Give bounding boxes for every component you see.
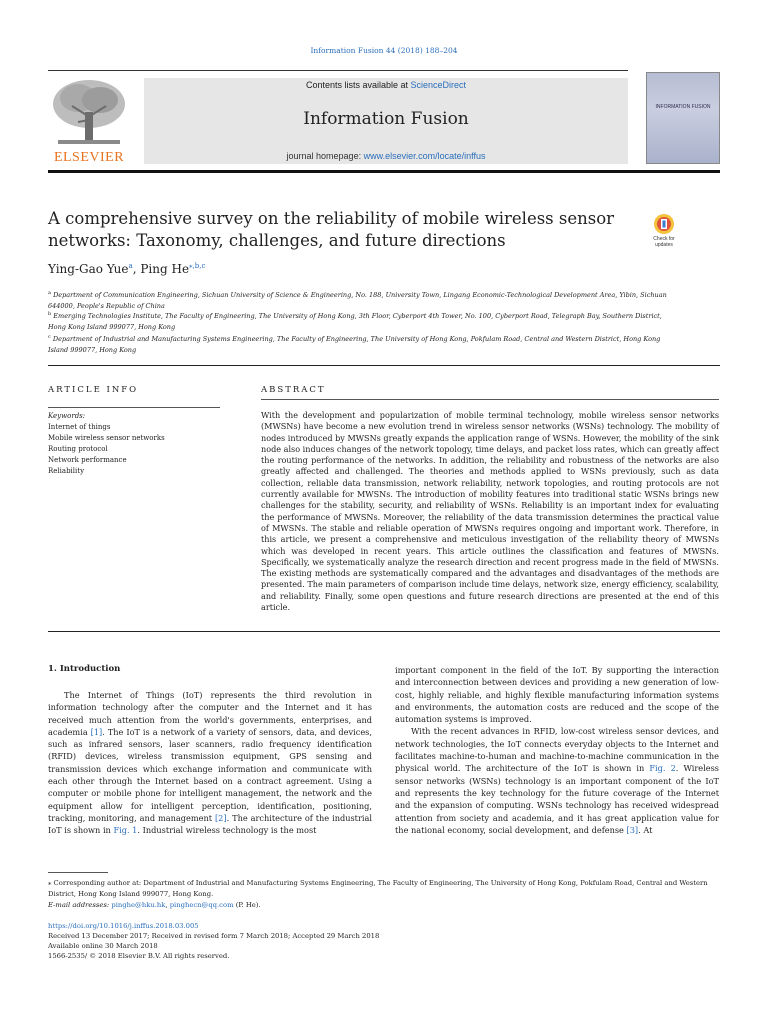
author-name[interactable]: Ping He — [140, 262, 190, 276]
check-for-updates-label[interactable]: Check for updates — [653, 236, 675, 248]
publication-info — [48, 921, 720, 961]
email-link[interactable]: pinghe@hku.hk — [111, 901, 166, 909]
abstract-bottom-rule — [48, 631, 720, 632]
article-title: A comprehensive survey on the reliability of mobile wireless sensor networks: Taxonomy, challenges, and future directions — [48, 209, 615, 250]
keyword-item: Routing protocol — [48, 445, 108, 453]
keyword-item: Internet of things — [48, 423, 111, 431]
header-rule — [48, 70, 628, 71]
abstract-text: With the development and popularization of mobile terminal technology, mobile wireless sensor networks (MWSNs) have become a new evolution trend in wireless sensor networks (WSNs) technology. The mobility of nodes introduced by MWSNs greatly expands the application range of WSNs. However, the mobility of the sink node also induces changes of the network topology, time delays, and packet loss rates, which can greatly affect the routing performance of the networks. In addition, the reliability and robustness of the networks are also greatly affected and challenged. The theories and methods applied to WSNs previously, such as data collection, reliable data transmission, network reliability, network topologies, and routing protocols are not currently available for MWSNs. The introduction of mobility features into traditional static WSNs brings new challenges for the stability, security, and reliability of WSNs. Reliability is an important index for evaluating the performance of MWSNs. Moreover, the reliability of the data transmission determines the practical value of MWSNs. The stable and reliable operation of MWSNs requires ongoing and important work. Therefore, in this article, we present a comprehensive and meticulous investigation of the reliability theory of MWSNs which was developed in recent years. This article outlines the classification and features of MWSNs. Specifically, we systematically analyze the research direction and recent progress made in the field of MWSNs. The existing methods are systematically compared and the advantages and disadvantages of the methods are presented. The main parameters of comparison include time delays, network size, energy efficiency, scalability, and reliability. Finally, some open questions and future research directions are presented at the end of this article. — [261, 410, 719, 613]
homepage-link[interactable]: www.elsevier.com/locate/inffus — [363, 151, 486, 161]
paragraph: With the recent advances in RFID, low-cost wireless sensor devices, and network technologies, the IoT connects everyday objects to the Internet and facilitates machine-to-human and machine-to-machine communication in the physical world. The architecture of the IoT is shown in Fig. 2. Wireless sensor networks (WSNs) technology is an important component of the IoT and represents the key technology for the future coverage of the Internet and the expansion of computing. WSNs technology has received widespread attention from society and academia, and it has great application value for the national economy, social development, and defense [3]. At — [395, 726, 719, 835]
author-name[interactable]: Ying-Gao Yue — [48, 262, 129, 276]
citation-link[interactable]: [2] — [214, 812, 227, 823]
figure-link[interactable]: Fig. 2 — [649, 763, 676, 774]
copyright: 1566-2535/ © 2018 Elsevier B.V. All rights reserved. — [48, 952, 230, 960]
article-info-heading: ARTICLE INFO — [48, 385, 139, 395]
intro-right-column — [395, 664, 719, 836]
journal-title: Information Fusion — [303, 109, 469, 129]
figure-link[interactable]: Fig. 1 — [113, 825, 138, 836]
introduction-heading: 1. Introduction — [48, 664, 121, 674]
corresponding-author-note: ⁎ Corresponding author at: Department of Industrial and Manufacturing Systems Engineering, The Faculty of Engineering, The University of Hong Kong, Pokfulam Road, Central and Western District, Hong Kong Island 999077, Hong Kong. E-mail addresses: pinghe@hku.hk, pinghecn@qq.com (P. He). — [48, 879, 708, 909]
paragraph: The Internet of Things (IoT) represents the third revolution in information technology after the computer and the Internet and it has received much attention from the world's governments, enterprises, and academia [1]. The IoT is a network of a variety of sensors, data, and devices, such as infrared sensors, laser scanners, radio frequency identification (RFID) devices, wireless transmission equipment, GPS sensing and transmission devices which exchange information and communicate with each other through the Internet based on a contract agreement. Using a computer or mobile phone for intelligent management, the network and the equipment allow for intelligent perception, identification, positioning, tracking, monitoring, and management [2]. The architecture of the industrial IoT is shown in Fig. 1. Industrial wireless technology is the most — [48, 690, 373, 836]
keyword-item: Network performance — [48, 456, 127, 464]
journal-homepage: journal homepage: www.elsevier.com/locate/inffus — [286, 151, 486, 161]
author-line: Ying-Gao Yue$^a$, Ping $He^{⁎,b,c}$ — [48, 262, 206, 276]
journal-citation[interactable]: Information Fusion 44 (2018) 188–204 — [310, 46, 458, 55]
keyword-item: Mobile wireless sensor networks — [48, 434, 165, 442]
affiliation-a: $^a$ Department of Communication Engineering, Sichuan University of Science & Engineering, No. 188, University Town, Lingang Economic-Technological Development Area, Yibin, Sichuan 644000, People's Republic of China — [48, 290, 667, 311]
keyword-item: Reliability — [48, 467, 85, 475]
affiliation-b: $^b$ Emerging Technologies Institute, The Faculty of Engineering, The University of Hong Kong, 3th Floor, Cyberport 4th Tower, No. 100, Cyberport Road, Telegraph Bay, Southern District, Hong Kong Island 999077, Hong Kong — [48, 311, 662, 332]
email-link[interactable]: pinghecn@qq.com — [169, 901, 234, 909]
author-affil-mark[interactable]: ⁎,b,c — [189, 262, 206, 270]
author-affil-mark[interactable]: a — [128, 262, 133, 270]
journal-cover-title: INFORMATION FUSION — [655, 104, 711, 110]
keywords-label: Keywords: — [48, 412, 86, 420]
paragraph: important component in the field of the IoT. By supporting the interaction and interconnection between devices and providing a new generation of low-cost, highly reliable, and highly flexible manufacturing information systems and environments, the automation costs are reduced and the scope of the automation systems is improved. — [395, 665, 719, 725]
received-dates: Received 13 December 2017; Received in revised form 7 March 2018; Accepted 29 March 2018 — [48, 932, 380, 940]
citation-link[interactable]: [3] — [626, 824, 639, 835]
section-rule — [48, 365, 720, 366]
journal-cover-image[interactable] — [646, 72, 720, 164]
citation-link[interactable]: [1] — [90, 726, 103, 737]
keywords-list — [48, 422, 165, 477]
abstract-heading: ABSTRACT — [261, 385, 326, 395]
available-online: Available online 30 March 2018 — [48, 942, 158, 950]
contents-line: Contents lists available at ScienceDirect — [305, 80, 467, 90]
footnote-rule — [48, 872, 108, 873]
abstract-rule — [261, 399, 719, 400]
intro-left-column — [48, 689, 372, 837]
affiliation-c: $^c$ Department of Industrial and Manufacturing Systems Engineering, The Faculty of Engineering, The University of Hong Kong, Pokfulam Road, Central and Western District, Hong Kong Island 999077, Hong Kong — [48, 334, 661, 355]
header-thick-rule — [48, 170, 720, 173]
article-info-rule — [48, 407, 220, 408]
publisher-logo-text[interactable]: ELSEVIER — [53, 150, 125, 165]
doi-link[interactable]: https://doi.org/10.1016/j.inffus.2018.03.005 — [48, 922, 199, 930]
sciencedirect-link[interactable]: ScienceDirect — [410, 80, 467, 90]
